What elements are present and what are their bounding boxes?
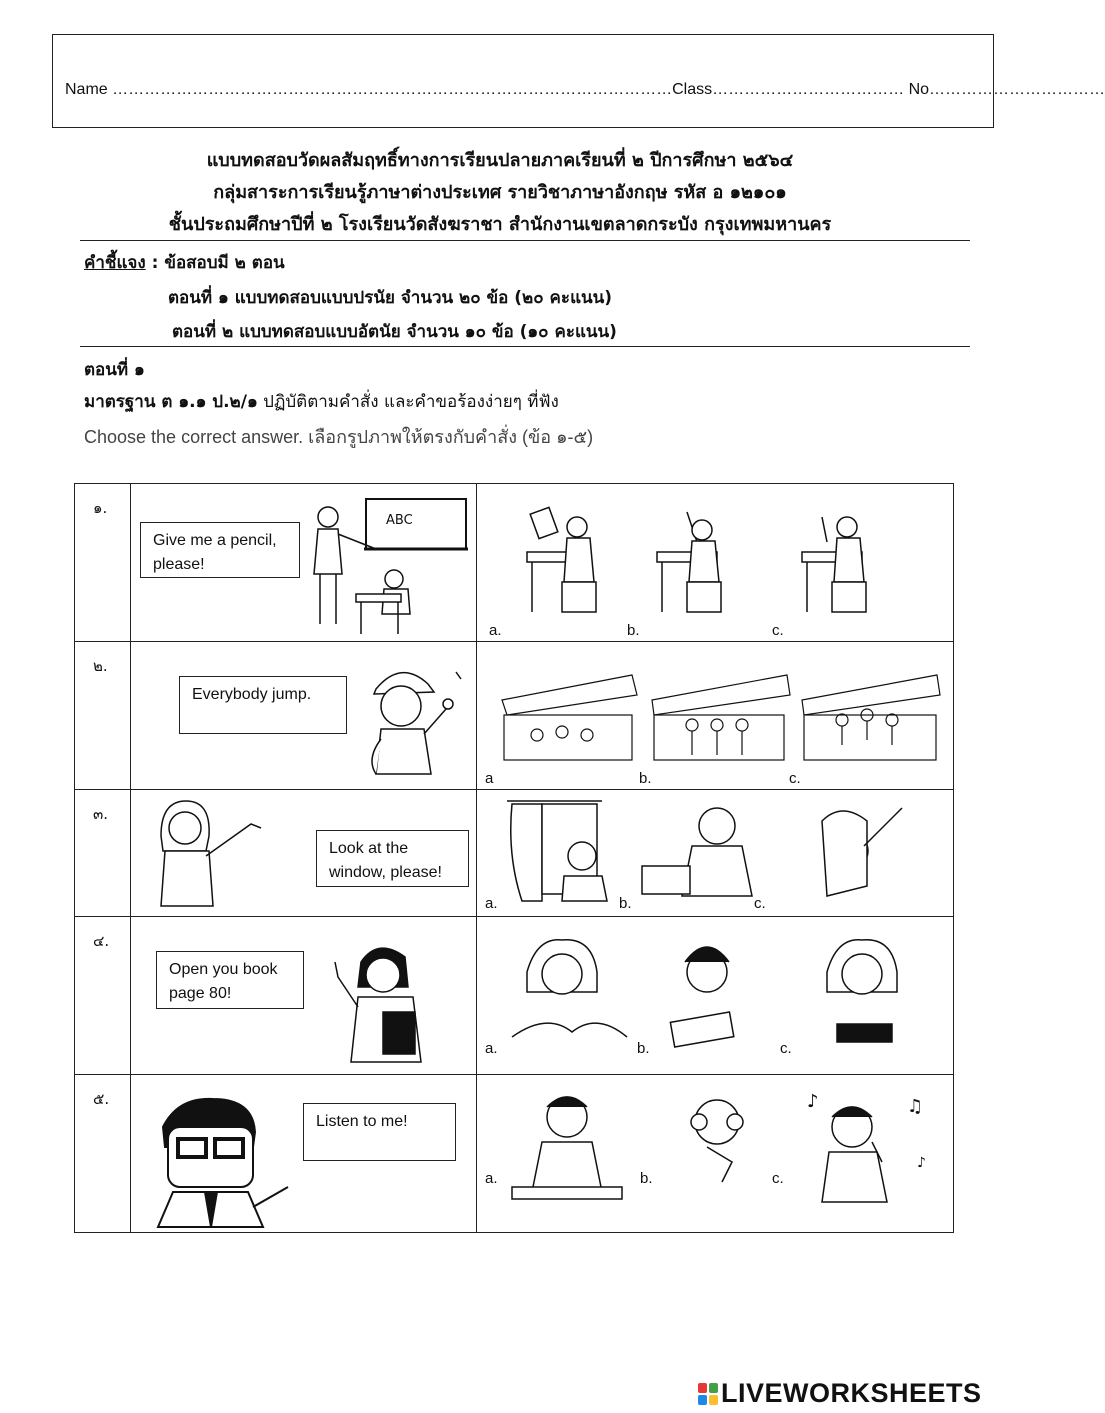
question-number-cell: [75, 1075, 131, 1233]
prompt-cell: [131, 917, 477, 1075]
name-class-number-line[interactable]: Name ……………………………………………………………………………………………Class……………………………… No……………………………: [65, 81, 1105, 98]
question-number: ๕.: [93, 1090, 110, 1108]
option-b[interactable]: b.: [627, 622, 640, 639]
question-number: ๔.: [93, 932, 110, 950]
student-info-box: [52, 34, 1105, 128]
logo-square: [698, 1383, 707, 1393]
liveworksheets-logo[interactable]: [698, 1378, 982, 1409]
standard-line: [84, 388, 559, 415]
question-number: ๓.: [93, 805, 109, 823]
logo-square: [709, 1395, 718, 1405]
standard-label: มาตรฐาน ต ๑.๑ ป.๒/๑: [84, 392, 258, 412]
look-options-illustration: [502, 796, 942, 908]
direction: Choose the correct answer. เลือกรูปภาพให้ตรงกับคำสั่ง (ข้อ ๑-๕): [84, 427, 594, 447]
option-b[interactable]: b.: [640, 1170, 653, 1187]
command-box: Give me a pencil, please!: [140, 522, 300, 578]
command-box: Look at the window, please!: [316, 830, 469, 887]
instructions: [84, 249, 285, 276]
options-cell: [477, 790, 954, 917]
logo-square: [709, 1383, 718, 1393]
svg-text:♪: ♪: [917, 1155, 926, 1171]
option-c[interactable]: c.: [754, 895, 766, 912]
part1-description: ตอนที่ ๑ แบบทดสอบแบบปรนัย จำนวน ๒๐ ข้อ (๒๐ คะแนน): [168, 288, 613, 308]
question-number-cell: [75, 917, 131, 1075]
options-cell: [477, 642, 954, 790]
svg-text:♪: ♪: [807, 1091, 819, 1112]
command-box: Open you book page 80!: [156, 951, 304, 1009]
option-a[interactable]: a.: [485, 1040, 498, 1057]
question-row: [75, 917, 954, 1075]
option-b[interactable]: b.: [639, 770, 652, 787]
teacher-with-book-illustration: [323, 937, 453, 1067]
option-a[interactable]: a.: [485, 1170, 498, 1187]
coach-illustration: [356, 654, 466, 784]
option-a[interactable]: a.: [489, 622, 502, 639]
gym-options-illustration: [502, 670, 942, 770]
board-text: ABC: [386, 513, 413, 528]
book-options-illustration: [507, 932, 927, 1057]
options-cell: [477, 1075, 954, 1233]
question-table: [74, 483, 954, 1233]
options-cell: [477, 917, 954, 1075]
listen-options-illustration: [507, 1087, 937, 1217]
option-c[interactable]: c.: [772, 622, 784, 639]
standard-text: ปฏิบัติตามคำสั่ง และคำขอร้องง่ายๆ ที่ฟัง: [257, 392, 559, 412]
brand-name: LIVEWORKSHEETS: [721, 1378, 982, 1408]
question-number: ๑.: [93, 499, 108, 517]
question-row: [75, 790, 954, 917]
command-box: Listen to me!: [303, 1103, 456, 1161]
teacher-with-glasses-illustration: [153, 1097, 293, 1229]
part2-description: ตอนที่ ๒ แบบทดสอบแบบอัตนัย จำนวน ๑๐ ข้อ (๑๐ คะแนน): [172, 322, 617, 342]
option-a[interactable]: a: [485, 770, 494, 787]
question-number: ๒.: [93, 657, 108, 675]
option-c[interactable]: c.: [772, 1170, 784, 1187]
prompt-cell: [131, 1075, 477, 1233]
divider: [80, 346, 970, 347]
options-cell: [477, 484, 954, 642]
school-line: ชั้นประถมศึกษาปีที่ ๒ โรงเรียนวัดสังฆราชา สำนักงานเขตลาดกระบัง กรุงเทพมหานคร: [168, 214, 832, 235]
instructions-text: : ข้อสอบมี ๒ ตอน: [145, 253, 285, 273]
question-row: [75, 484, 954, 642]
section-title: ตอนที่ ๑: [84, 360, 145, 380]
desk-options-illustration: [522, 502, 912, 622]
svg-text:♫: ♫: [907, 1096, 924, 1117]
question-number-cell: [75, 790, 131, 917]
teacher-pointing-illustration: [151, 796, 291, 911]
question-number-cell: [75, 642, 131, 790]
prompt-cell: [131, 484, 477, 642]
option-b[interactable]: b.: [619, 895, 632, 912]
option-b[interactable]: b.: [637, 1040, 650, 1057]
prompt-cell: [131, 790, 477, 917]
subject-line: กลุ่มสาระการเรียนรู้ภาษาต่างประเทศ รายวิชาภาษาอังกฤษ รหัส อ ๑๒๑๐๑: [213, 182, 787, 203]
instructions-label: คำชี้แจง: [84, 253, 146, 273]
command-box: Everybody jump.: [179, 676, 347, 734]
question-row: [75, 642, 954, 790]
exam-title: แบบทดสอบวัดผลสัมฤทธิ์ทางการเรียนปลายภาคเรียนที่ ๒ ปีการศึกษา ๒๕๖๔: [206, 150, 794, 171]
option-a[interactable]: a.: [485, 895, 498, 912]
teacher-at-board-illustration: [306, 494, 471, 636]
question-number-cell: [75, 484, 131, 642]
divider: [80, 240, 970, 241]
prompt-cell: [131, 642, 477, 790]
logo-square: [698, 1395, 707, 1405]
option-c[interactable]: c.: [789, 770, 801, 787]
logo-icon: [698, 1383, 718, 1405]
question-row: [75, 1075, 954, 1233]
option-c[interactable]: c.: [780, 1040, 792, 1057]
